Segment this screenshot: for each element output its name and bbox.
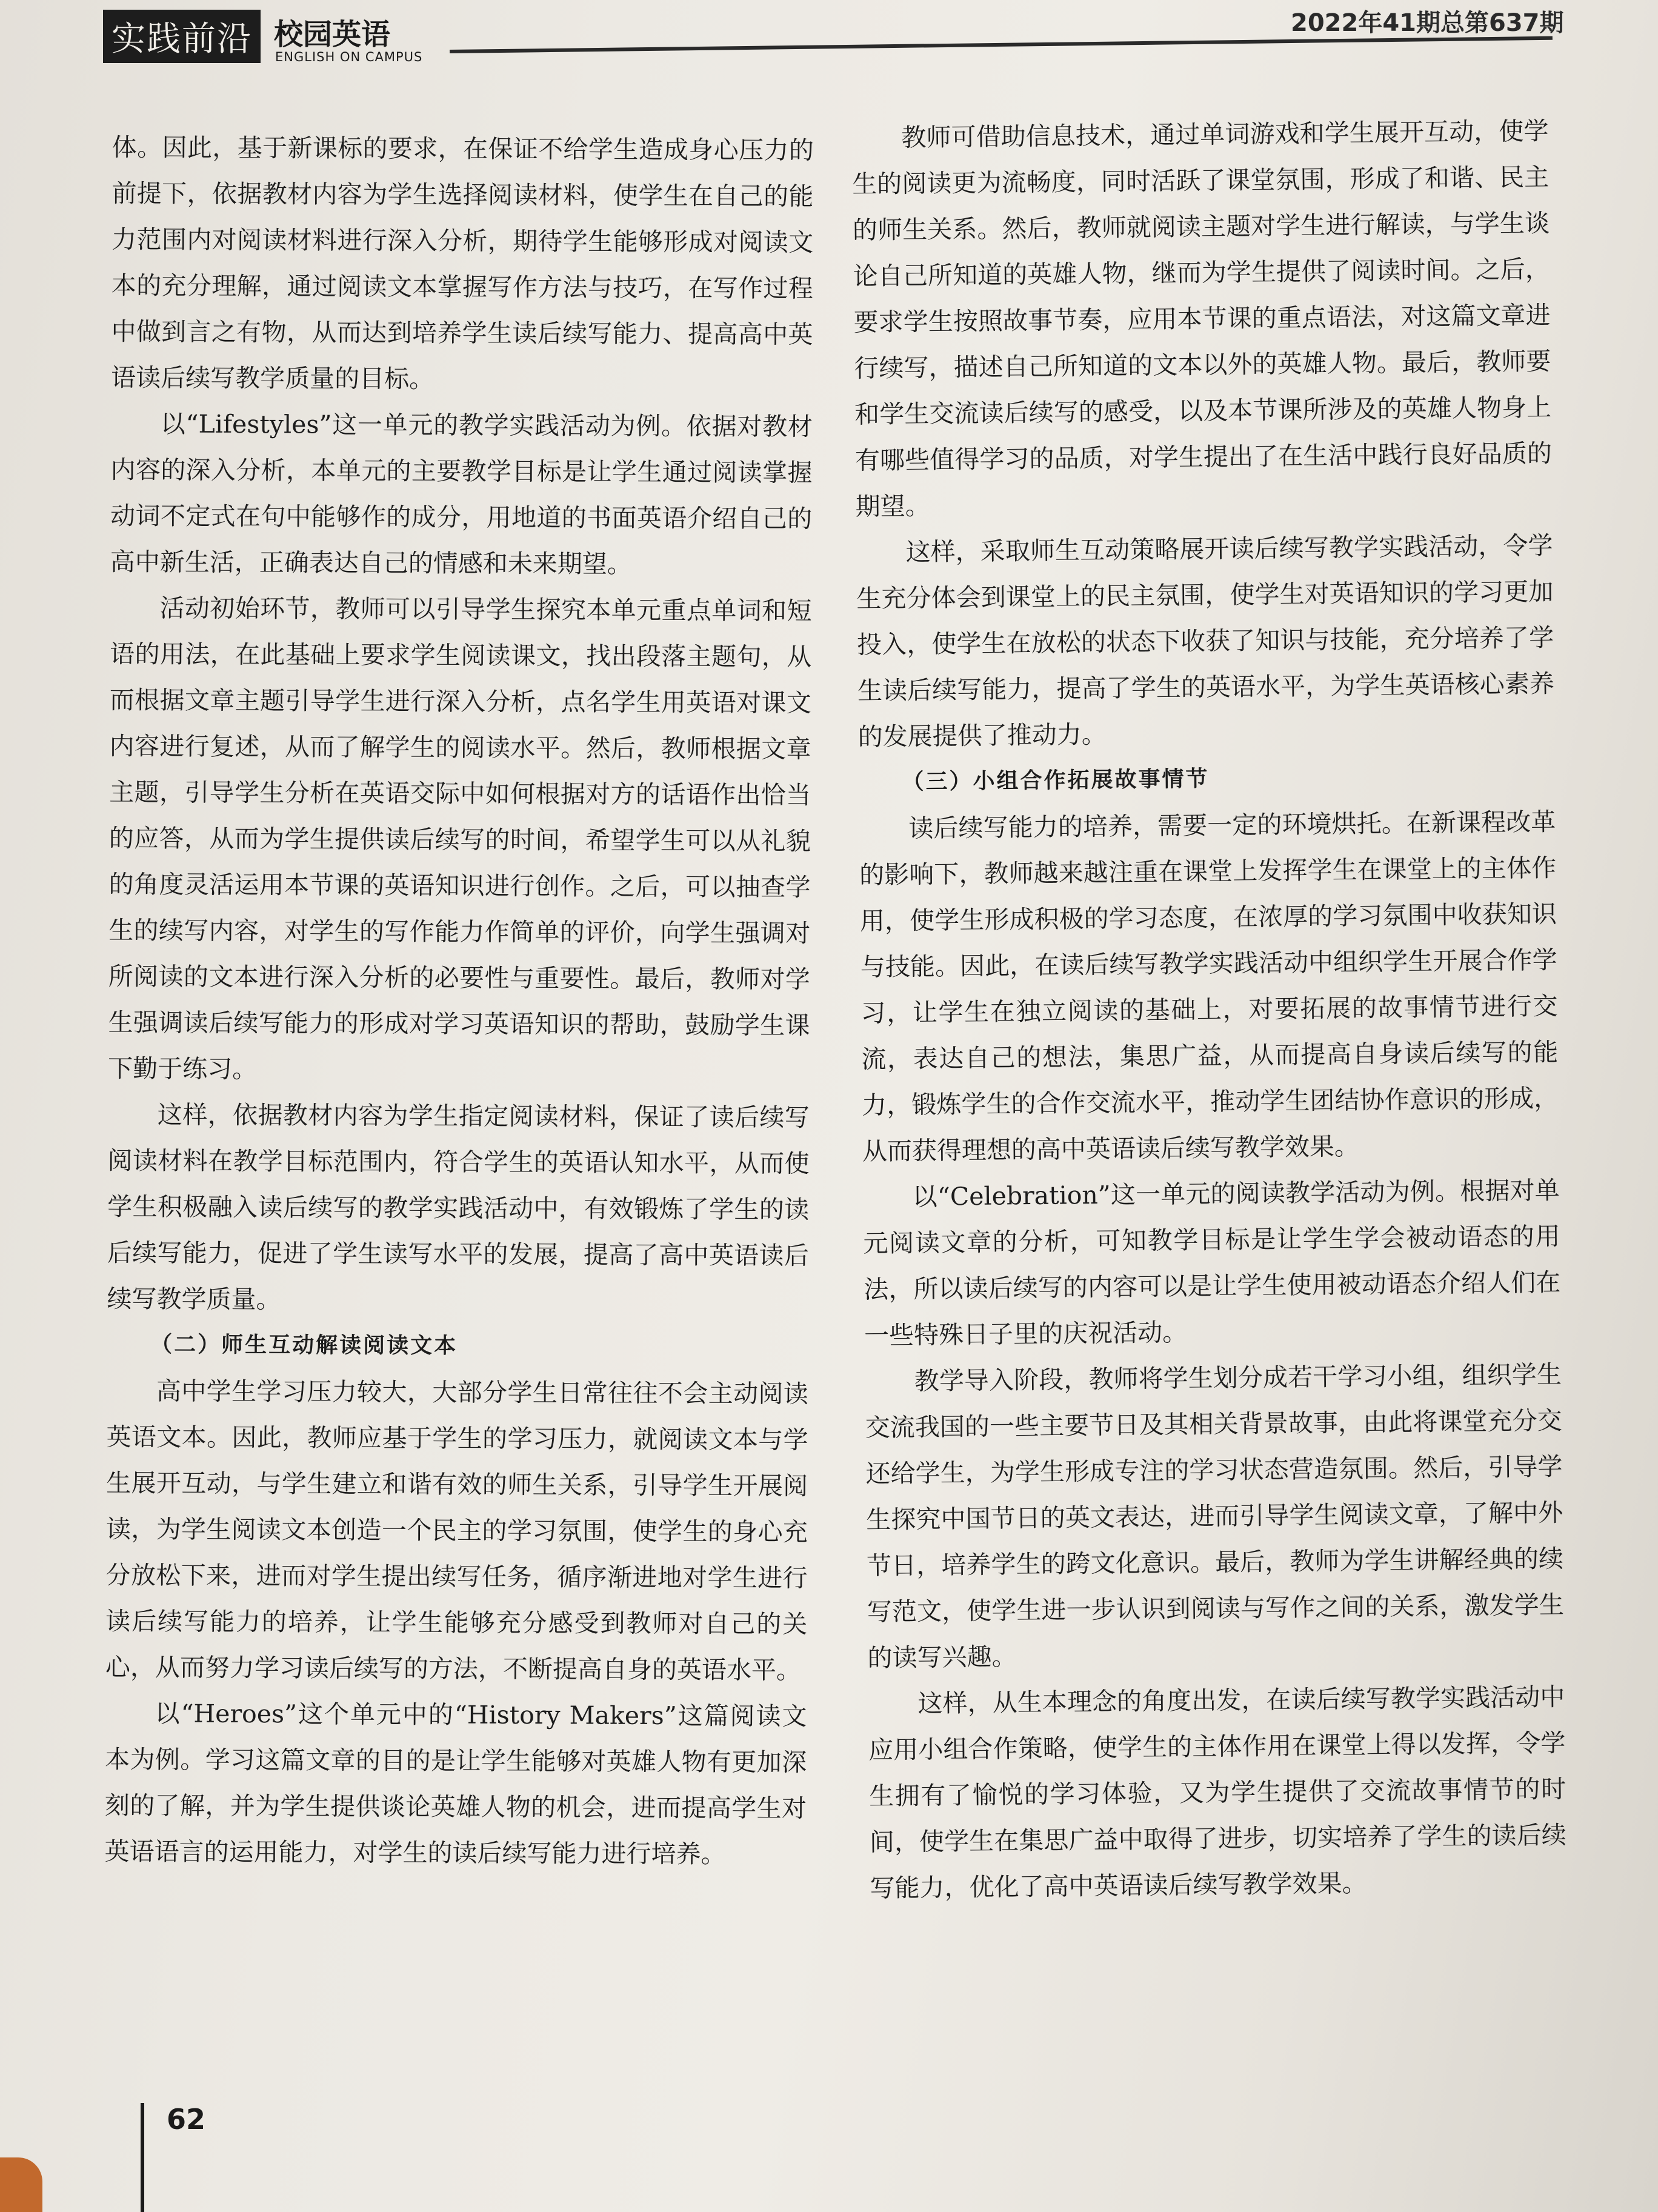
paragraph: 教师可借助信息技术，通过单词游戏和学生展开互动，使学生的阅读更为流畅度，同时活跃了课堂氛围，形成了和谐、民主的师生关系。然后，教师就阅读主题对学生进行解读，与学生谈论自己所知道的英雄人物，继而为学生提供了阅读时间。之后，要求学生按照故事节奏，应用本节课的重点语法，对这篇文章进行续写，描述自己所知道的文本以外的英雄人物。最后，教师要和学生交流读后续写的感受，以及本节课所涉及的英雄人物身上有哪些值得学习的品质，对学生提出了在生活中践行良好品质的期望。 [851, 116, 1553, 521]
paragraph: 活动初始环节，教师可以引导学生探究本单元重点单词和短语的用法，在此基础上要求学生阅读课文，找出段落主题句，从而根据文章主题引导学生进行深入分析，点名学生用英语对课文内容进行复述，从而了解学生的阅读水平。然后，教师根据文章主题，引导学生分析在英语交际中如何根据对方的话语作出恰当的应答，从而为学生提供读后续写的时间，希望学生可以从礼貌的角度灵活运用本节课的英语知识进行创作。之后，可以抽查学生的续写内容，对学生的写作能力作简单的评价，向学生强调对所阅读的文本进行深入分析的必要性与重要性。最后，教师对学生强调读后续写能力的形成对学习英语知识的帮助，鼓励学生课下勤于练习。 [108, 593, 812, 1084]
page-number: 62 [167, 2103, 206, 2136]
paragraph: 读后续写能力的培养，需要一定的环境烘托。在新课程改革的影响下，教师越来越注重在课堂上发挥学生在课堂上的主体作用，使学生形成积极的学习态度，在浓厚的学习氛围中收获知识与技能。因此，在读后续写教学实践活动中组织学生开展合作学习，让学生在独立阅读的基础上，对要拓展的故事情节进行交流，表达自己的想法，集思广益，从而提高自身读后续写的能力，锻炼学生的合作交流水平，推动学生团结协作意识的形成，从而获得理想的高中英语读后续写教学效果。 [859, 807, 1559, 1166]
paragraph: 这样，采取师生互动策略展开读后续写教学实践活动，令学生充分体会到课堂上的民主氛围，使学生对英语知识的学习更加投入，使学生在放松的状态下收获了知识与技能，充分培养了学生读后续写能力，提高了学生的英语水平，为学生英语核心素养的发展提供了推动力。 [856, 530, 1555, 751]
section-heading: （三）小组合作拓展故事情节 [902, 766, 1210, 795]
magazine-name-en: ENGLISH ON CAMPUS [275, 50, 423, 64]
right-column [851, 108, 1567, 1911]
paragraph: 这样，从生本理念的角度出发，在读后续写教学实践活动中应用小组合作策略，使学生的主体作用在课堂上得以发挥，令学生拥有了愉悦的学习体验，又为学生提供了交流故事情节的时间，使学生在集思广益中取得了进步，切实培养了学生的读后续写能力，优化了高中英语读后续写教学效果。 [868, 1682, 1567, 1903]
paragraph: 体。因此，基于新课标的要求，在保证不给学生造成身心压力的前提下，依据教材内容为学生选择阅读材料，使学生在自己的能力范围内对阅读材料进行深入分析，期待学生能够形成对阅读文本的充分理解，通过阅读文本掌握写作方法与技巧，在写作过程中做到言之有物，从而达到培养学生读后续写能力、提高高中英语读后续写教学质量的目标。 [111, 132, 814, 394]
section-badge: 实践前沿 [103, 10, 261, 63]
left-column [104, 124, 814, 1877]
folio-bar [141, 2103, 144, 2212]
paragraph: 以“Lifestyles”这一单元的教学实践活动为例。依据对教材内容的深入分析，本单元的主要教学目标是让学生通过阅读掌握动词不定式在句中能够作的成分，用地道的书面英语介绍自己的高中新生活，正确表达自己的情感和未来期望。 [110, 409, 813, 579]
page-tab [0, 2157, 42, 2212]
paragraph: 高中学生学习压力较大，大部分学生日常往往不会主动阅读英语文本。因此，教师应基于学生的学习压力，就阅读文本与学生展开互动，与学生建立和谐有效的师生关系，引导学生开展阅读，为学生阅读文本创造一个民主的学习氛围，使学生的身心充分放松下来，进而对学生提出续写任务，循序渐进地对学生进行读后续写能力的培养，让学生能够充分感受到教师对自己的关心，从而努力学习读后续写的方法，不断提高自身的英语水平。 [105, 1376, 808, 1685]
header-rule [450, 36, 1553, 53]
paragraph: 教学导入阶段，教师将学生划分成若干学习小组，组织学生交流我国的一些主要节日及其相关背景故事，由此将课堂充分交还给学生，为学生形成专注的学习状态营造氛围。然后，引导学生探究中国节日的英文表达，进而引导学生阅读文章，了解中外节日，培养学生的跨文化意识。最后，教师为学生讲解经典的续写范文，使学生进一步认识到阅读与写作之间的关系，激发学生的读写兴趣。 [865, 1359, 1565, 1673]
issue-info: 2022年41期总第637期 [1291, 9, 1564, 37]
section-heading: （二）师生互动解读阅读文本 [150, 1332, 458, 1359]
magazine-name-cn: 校园英语 [274, 18, 391, 52]
paragraph: 以“Celebration”这一单元的阅读教学活动为例。根据对单元阅读文章的分析，可知教学目标是让学生学会被动语态的用法，所以读后续写的内容可以是让学生使用被动语态介绍人们在一些特殊日子里的庆祝活动。 [863, 1175, 1561, 1350]
paragraph: 以“Heroes”这个单元中的“History Makers”这篇阅读文本为例。学习这篇文章的目的是让学生能够对英雄人物有更加深刻的了解，并为学生提供谈论英雄人物的机会，进而提高学生对英语语言的运用能力，对学生的读后续写能力进行培养。 [104, 1699, 807, 1869]
paragraph: 这样，依据教材内容为学生指定阅读材料，保证了读后续写阅读材料在教学目标范围内，符合学生的英语认知水平，从而使学生积极融入读后续写的教学实践活动中，有效锻炼了学生的读后续写能力，促进了学生读写水平的发展，提高了高中英语读后续写教学质量。 [107, 1100, 810, 1314]
